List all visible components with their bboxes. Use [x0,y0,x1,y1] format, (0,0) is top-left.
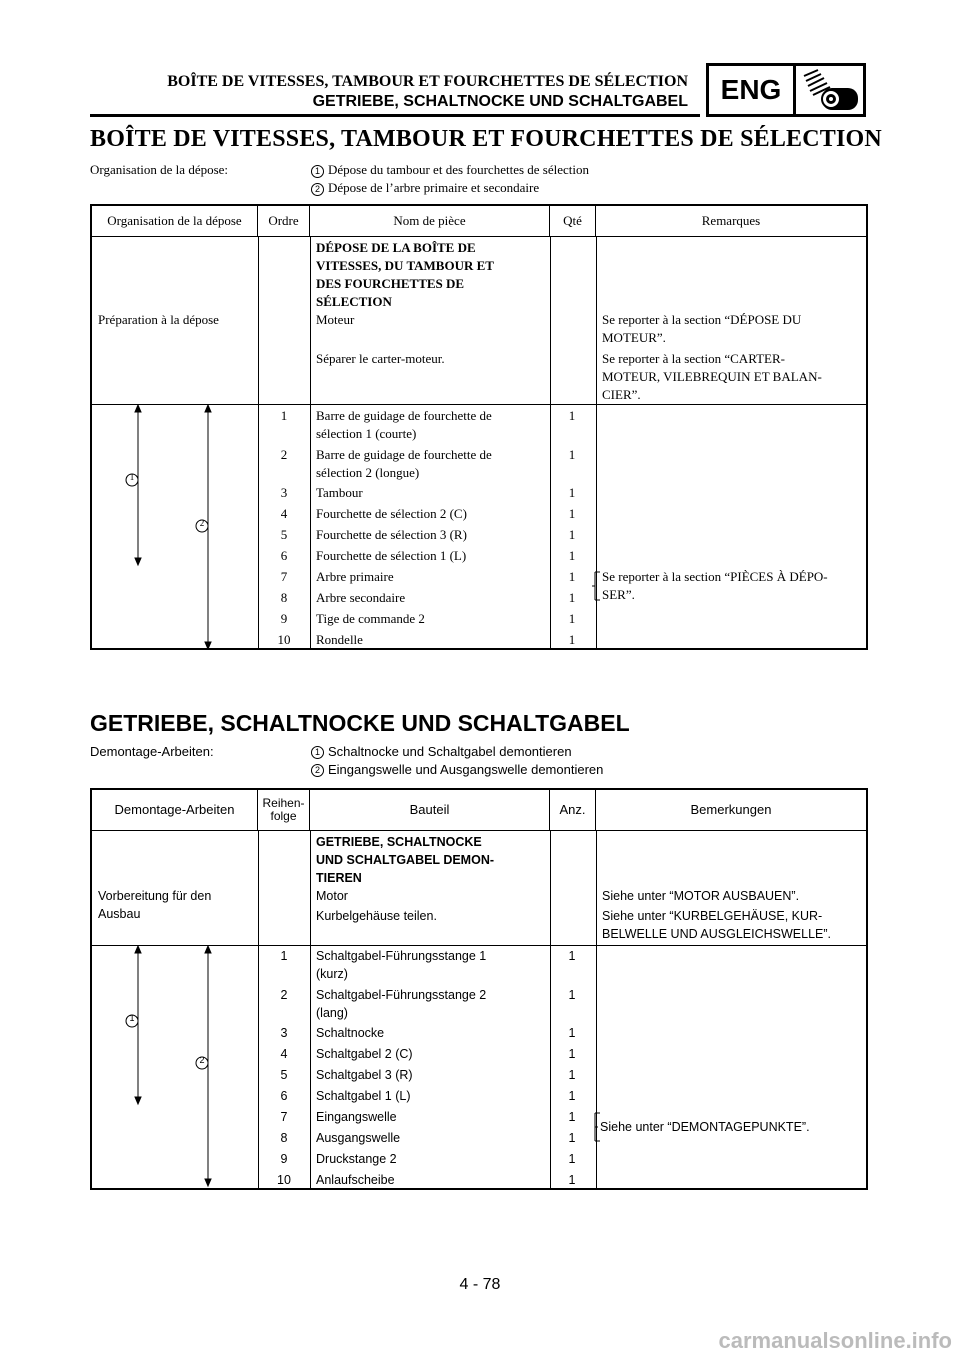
part-name: Tige de commande 2 [316,611,425,626]
org-text: Schaltnocke und Schaltgabel demontieren [328,744,572,759]
arrow-label-1: 1 [129,1013,135,1023]
arrow-label-2: 2 [199,1055,205,1065]
part-name: Fourchette de sélection 1 (L) [316,548,467,563]
order: 9 [280,1152,288,1166]
qty: 1 [568,1131,576,1145]
part-name [316,947,486,983]
col-header: Ordre [258,206,310,236]
order: 6 [280,548,288,563]
prep-item-fr: Moteur [316,312,355,327]
order: 1 [280,408,288,423]
prep-label-fr: Préparation à la dépose [98,312,219,327]
part-name: Ausgangswelle [316,1131,401,1145]
prep-heading-de [316,833,494,887]
part-name: Schaltgabel 3 (R) [316,1068,413,1082]
part-name [316,407,492,443]
part-name: Eingangswelle [316,1110,397,1124]
qty: 1 [568,447,576,462]
part-name: Fourchette de sélection 2 (C) [316,506,467,521]
prep-label-de [98,887,211,923]
qty: 1 [568,1173,576,1187]
part-name: Fourchette de sélection 3 (R) [316,527,467,542]
divider [550,830,551,1188]
remark-line: BELWELLE UND AUSGLEICHSWELLE”. [602,927,832,941]
remark-line: Se reporter à la section “CARTER- [602,351,785,366]
order: 6 [280,1089,288,1103]
col-header: Reihen- folge [258,790,310,830]
remark-line: Siehe unter “KURBELGEHÄUSE, KUR- [602,909,823,923]
divider [92,830,866,831]
page-number: 4 - 78 [459,1276,501,1293]
part-line: Barre de guidage de fourchette de [316,447,492,462]
col-header: Qté [550,206,596,236]
part-line: sélection 1 (courte) [316,426,417,441]
circle-number-2: 2 [311,764,324,777]
order: 5 [280,527,288,542]
remark-bracket-text-de: Siehe unter “DEMONTAGEPUNKTE”. [600,1120,810,1134]
part-name: Schaltgabel 1 (L) [316,1089,411,1103]
divider [310,830,311,1188]
org-item-de-1 [311,744,572,759]
prep-remark-de: Siehe unter “MOTOR AUSBAUEN”. [602,889,800,903]
part-line: sélection 2 (longue) [316,465,420,480]
order: 3 [280,485,288,500]
divider [550,236,551,648]
qty: 1 [568,1026,576,1040]
prep-heading-line: UND SCHALTGABEL DEMON- [316,853,495,867]
prep-item-de: Motor [316,889,348,903]
qty: 1 [568,611,576,626]
order: 7 [280,1110,288,1124]
circle-number-2: 2 [311,183,324,196]
org-item-de-2 [311,762,603,777]
col-header: Bemerkungen [690,802,772,817]
qty: 1 [568,1089,576,1103]
qty: 1 [568,548,576,563]
prep-label-line: Vorbereitung für den [98,889,212,903]
org-text: Dépose de l’arbre primaire et secondaire [328,180,540,195]
org-item-fr-1 [311,162,589,178]
part-name: Druckstange 2 [316,1152,397,1166]
org-text: Eingangswelle und Ausgangswelle demontieren [328,762,604,777]
part-line: Schaltgabel-Führungsstange 1 [316,949,487,963]
qty: 1 [568,408,576,423]
part-name: Schaltnocke [316,1026,385,1040]
col-header: Remarques [701,213,761,228]
remark-bracket-text-fr [602,568,828,604]
qty: 1 [568,1152,576,1166]
watermark: carmanualsonline.info [718,1328,952,1353]
qty: 1 [568,569,576,584]
org-label-fr: Organisation de la dépose: [90,162,229,177]
prep-heading-fr [316,239,494,311]
order: 2 [280,447,288,462]
remark-line: SER”. [602,587,635,602]
order: 2 [280,988,288,1002]
divider [258,830,259,1188]
col-header: Bauteil [310,790,550,830]
circle-number-1: 1 [311,746,324,759]
order: 8 [280,590,288,605]
prep-remark-de [602,907,831,943]
circle-number-1: 1 [311,165,324,178]
col-header: Organisation de la dépose [92,206,258,236]
remark-line: Se reporter à la section “PIÈCES À DÉPO- [602,569,828,584]
part-name [316,986,486,1022]
prep-heading-line: DES FOURCHETTES DE [316,276,465,291]
qty: 1 [568,1047,576,1061]
part-name: Rondelle [316,632,363,647]
part-name [316,446,492,482]
part-line: (lang) [316,1006,348,1020]
divider [310,236,311,648]
qty: 1 [568,527,576,542]
order: 10 [277,1173,291,1187]
order: 9 [280,611,288,626]
part-name: Arbre secondaire [316,590,406,605]
part-name: Anlaufscheibe [316,1173,395,1187]
part-name: Tambour [316,485,363,500]
prep-item-fr: Séparer le carter-moteur. [316,351,445,366]
section-title-fr: BOÎTE DE VITESSES, TAMBOUR ET FOURCHETTES DE SÉLECTION [90,126,882,152]
qty: 1 [568,949,576,963]
qty: 1 [568,590,576,605]
part-name: Schaltgabel 2 (C) [316,1047,413,1061]
remark-line: CIER”. [602,387,641,402]
order: 7 [280,569,288,584]
prep-heading-line: TIEREN [316,871,362,885]
prep-heading-line: GETRIEBE, SCHALTNOCKE [316,835,482,849]
order: 1 [280,949,288,963]
header-rule [90,114,700,117]
arrow-label-2: 2 [199,518,205,528]
qty: 1 [568,485,576,500]
table-header-fr [92,206,866,236]
remark-line: MOTEUR, VILEBREQUIN ET BALAN- [602,369,822,384]
arrow-label-1: 1 [129,472,135,482]
order: 4 [280,1047,288,1061]
qty: 1 [568,632,576,647]
section-title-de: GETRIEBE, SCHALTNOCKE UND SCHALTGABEL [90,710,630,736]
prep-heading-line: DÉPOSE DE LA BOÎTE DE [316,240,476,255]
remark-line: MOTEUR”. [602,330,666,345]
qty: 1 [568,506,576,521]
remark-line: Se reporter à la section “DÉPOSE DU [602,312,802,327]
eng-badge [706,63,866,117]
order: 3 [280,1026,288,1040]
org-label-de: Demontage-Arbeiten: [90,744,214,759]
prep-label-line: Ausbau [98,907,141,921]
qty: 1 [568,988,576,1002]
header-title-de: GETRIEBE, SCHALTNOCKE UND SCHALTGABEL [312,93,688,110]
divider [92,236,866,237]
prep-remark-fr [602,311,801,347]
qty: 1 [568,1110,576,1124]
disassembly-arrows-de [122,945,232,1190]
divider [258,236,259,648]
qty: 1 [568,1068,576,1082]
col-header: Demontage-Arbeiten [92,790,258,830]
col-header: Anz. [550,790,596,830]
col-header: Nom de pièce [310,206,550,236]
table-fr [90,204,868,650]
part-line: (kurz) [316,967,348,981]
order: 8 [280,1131,288,1145]
order: 5 [280,1068,288,1082]
prep-heading-line: VITESSES, DU TAMBOUR ET [316,258,494,273]
engine-gear-icon [796,66,863,114]
prep-item-de: Kurbelgehäuse teilen. [316,909,437,923]
header-title-fr: BOÎTE DE VITESSES, TAMBOUR ET FOURCHETTES DE SÉLECTION [167,73,688,90]
eng-label: ENG [709,66,796,114]
part-line: Barre de guidage de fourchette de [316,408,492,423]
table-de [90,788,868,1190]
part-line: Schaltgabel-Führungsstange 2 [316,988,487,1002]
order: 4 [280,506,288,521]
table-header-de [92,790,866,830]
part-name: Arbre primaire [316,569,394,584]
prep-remark-fr [602,350,822,404]
org-text: Dépose du tambour et des fourchettes de sélection [328,162,589,177]
org-item-fr-2 [311,180,539,196]
disassembly-arrows-fr [122,404,232,650]
prep-heading-line: SÉLECTION [316,294,392,309]
order: 10 [277,632,291,647]
